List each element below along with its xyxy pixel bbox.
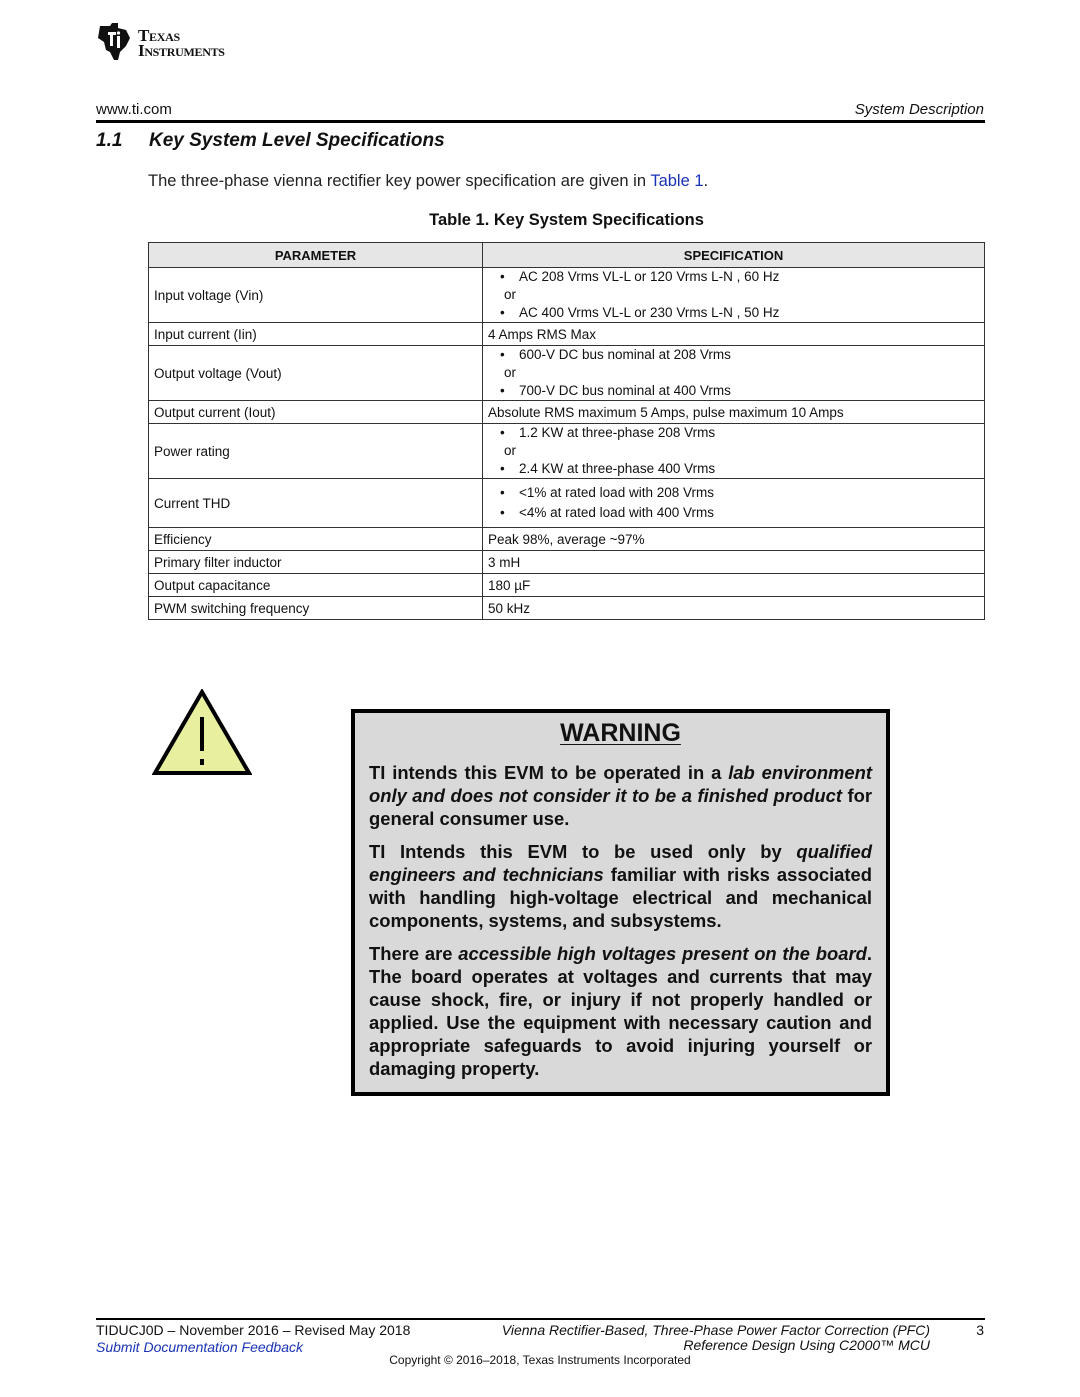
section-heading	[96, 130, 445, 152]
ti-logo-icon	[96, 22, 134, 62]
header-website[interactable]: www.ti.com	[96, 101, 172, 118]
spec-cell	[483, 268, 985, 323]
warning-text: for general consumer use.	[369, 785, 872, 829]
spec-cell	[483, 424, 985, 479]
caution-triangle-icon	[152, 689, 252, 777]
footer-doc-id: TIDUCJ0D – November 2016 – Revised May 2018	[96, 1322, 411, 1338]
table-row	[149, 597, 985, 620]
param-cell: Input current (Iin)	[149, 323, 483, 346]
param-cell: Input voltage (Vin)	[149, 268, 483, 323]
warning-paragraph-1	[369, 761, 872, 830]
logo-line-2: Instruments	[138, 41, 225, 60]
param-cell: Power rating	[149, 424, 483, 479]
spec-or: or	[504, 443, 517, 458]
spec-bullet: • <4% at rated load with 400 Vrms	[488, 503, 979, 523]
spec-or: or	[504, 365, 517, 380]
warning-title	[355, 719, 886, 748]
warning-text: familiar with risks associated with handling high-voltage electrical and mechanical components, systems, and subsystems.	[369, 864, 872, 931]
header-section-name: System Description	[854, 101, 984, 118]
table-row	[149, 323, 985, 346]
table-caption: Table 1. Key System Specifications	[429, 211, 704, 229]
spec-cell: 3 mH	[483, 551, 985, 574]
table-header-parameter: PARAMETER	[149, 243, 483, 268]
warning-emphasis: accessible high voltages present on the board	[458, 943, 867, 964]
spec-cell: Absolute RMS maximum 5 Amps, pulse maximum 10 Amps	[483, 401, 985, 424]
intro-end: .	[703, 172, 709, 190]
table-row	[149, 479, 985, 528]
spec-cell: Peak 98%, average ~97%	[483, 528, 985, 551]
spec-bullet: • 700-V DC bus nominal at 400 Vrms	[488, 382, 979, 400]
warning-emphasis: qualified engineers and technicians	[369, 841, 872, 885]
warning-emphasis: lab environment only and does not consider it to be a finished product	[369, 762, 872, 806]
param-cell: Current THD	[149, 479, 483, 528]
section-title: Key System Level Specifications	[149, 130, 445, 151]
table-row	[149, 268, 985, 323]
intro-paragraph	[148, 172, 708, 191]
spec-cell	[483, 479, 985, 528]
spec-cell: 180 µF	[483, 574, 985, 597]
spec-bullet: • 2.4 KW at three-phase 400 Vrms	[488, 460, 979, 478]
warning-text: TI intends this EVM to be operated in a	[369, 762, 729, 783]
submit-feedback-link[interactable]: Submit Documentation Feedback	[96, 1339, 303, 1355]
table-row	[149, 346, 985, 401]
warning-box	[351, 709, 890, 1096]
param-cell: Output current (Iout)	[149, 401, 483, 424]
spec-bullet: • 600-V DC bus nominal at 208 Vrms	[488, 346, 979, 364]
warning-text: There are	[369, 943, 459, 964]
warning-body	[369, 761, 872, 1090]
warning-paragraph-2	[369, 840, 872, 932]
spec-cell: 4 Amps RMS Max	[483, 323, 985, 346]
table-header-specification: SPECIFICATION	[483, 243, 985, 268]
intro-text: The three-phase vienna rectifier key power specification are given in	[148, 172, 651, 190]
warning-text: . The board operates at voltages and currents that may cause shock, fire, or injury if not properly handled or applied. Use the equipment with necessary caution and appropriate safeguards to avoid injuring yourself or damaging property.	[369, 943, 872, 1079]
param-cell: Output voltage (Vout)	[149, 346, 483, 401]
table-row	[149, 528, 985, 551]
table-row	[149, 424, 985, 479]
footer-doc-title-line-1: Vienna Rectifier-Based, Three-Phase Power Factor Correction (PFC)	[501, 1322, 930, 1338]
param-cell: Primary filter inductor	[149, 551, 483, 574]
header-rule	[96, 120, 985, 123]
warning-text: TI Intends this EVM to be used only by	[369, 841, 797, 862]
spec-bullet: • <1% at rated load with 208 Vrms	[488, 483, 979, 503]
spec-bullet: • AC 400 Vrms VL-L or 230 Vrms L-N , 50 Hz	[488, 304, 979, 322]
spec-cell: 50 kHz	[483, 597, 985, 620]
section-number: 1.1	[96, 130, 123, 151]
table-row	[149, 551, 985, 574]
spec-bullet: • AC 208 Vrms VL-L or 120 Vrms L-N , 60 Hz	[488, 268, 979, 286]
param-cell: Efficiency	[149, 528, 483, 551]
table-row	[149, 401, 985, 424]
footer-doc-title-line-2: Reference Design Using C2000™ MCU	[683, 1337, 930, 1353]
table-link[interactable]: Table 1	[650, 172, 704, 190]
spec-cell	[483, 346, 985, 401]
spec-or: or	[504, 287, 517, 302]
param-cell: Output capacitance	[149, 574, 483, 597]
spec-table	[148, 242, 985, 620]
logo-line-1: Texas	[138, 26, 180, 45]
spec-bullet: • 1.2 KW at three-phase 208 Vrms	[488, 424, 979, 442]
warning-paragraph-3	[369, 942, 872, 1080]
footer-rule	[96, 1318, 985, 1320]
page-number: 3	[976, 1322, 984, 1338]
warning-title-text: WARNING	[560, 719, 681, 747]
copyright: Copyright © 2016–2018, Texas Instruments Incorporated	[389, 1353, 691, 1367]
table-row	[149, 574, 985, 597]
ti-logo	[96, 22, 276, 64]
param-cell: PWM switching frequency	[149, 597, 483, 620]
